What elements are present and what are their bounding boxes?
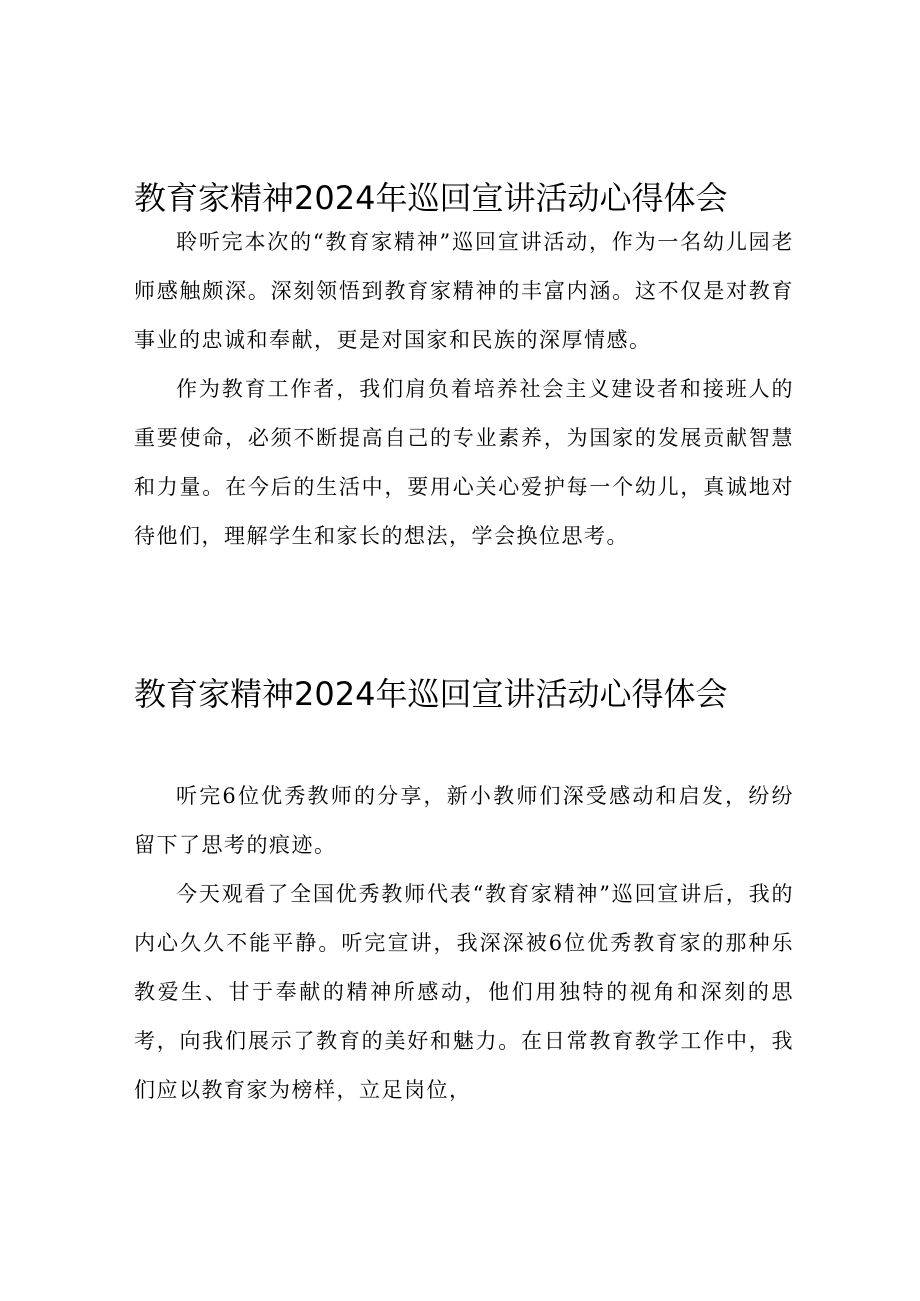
section-2-paragraph-2: 今天观看了全国优秀教师代表“教育家精神”巡回宣讲后，我的内心久久不能平静。听完宣讲，我深深被6位优秀教育家的那种乐教爱生、甘于奉献的精神所感动，他们用独特的视角和深刻的思考，向我们展示了教育的美好和魅力。在日常教育教学工作中，我们应以教育家为榜样，立足岗位， xyxy=(134,882,794,1102)
section-2-paragraph-1: 听完6位优秀教师的分享，新小教师们深受感动和启发，纷纷留下了思考的痕迹。 xyxy=(134,784,794,857)
section-1-paragraph-1: 聆听完本次的“教育家精神”巡回宣讲活动，作为一名幼儿园老师感触颇深。深刻领悟到教育家精神的丰富内涵。这不仅是对教育事业的忠诚和奉献，更是对国家和民族的深厚情感。 xyxy=(134,230,794,352)
section-1-paragraph-2: 作为教育工作者，我们肩负着培养社会主义建设者和接班人的重要使命，必须不断提高自己的专业素养，为国家的发展贡献智慧和力量。在今后的生活中，要用心关心爱护每一个幼儿，真诚地对待他们，理解学生和家长的想法，学会换位思考。 xyxy=(134,377,794,548)
section-2-title: 教育家精神2024年巡回宣讲活动心得体会 xyxy=(134,675,728,713)
section-1-title: 教育家精神2024年巡回宣讲活动心得体会 xyxy=(134,179,728,217)
section-2-body xyxy=(134,772,794,1115)
section-1-body xyxy=(134,218,794,561)
